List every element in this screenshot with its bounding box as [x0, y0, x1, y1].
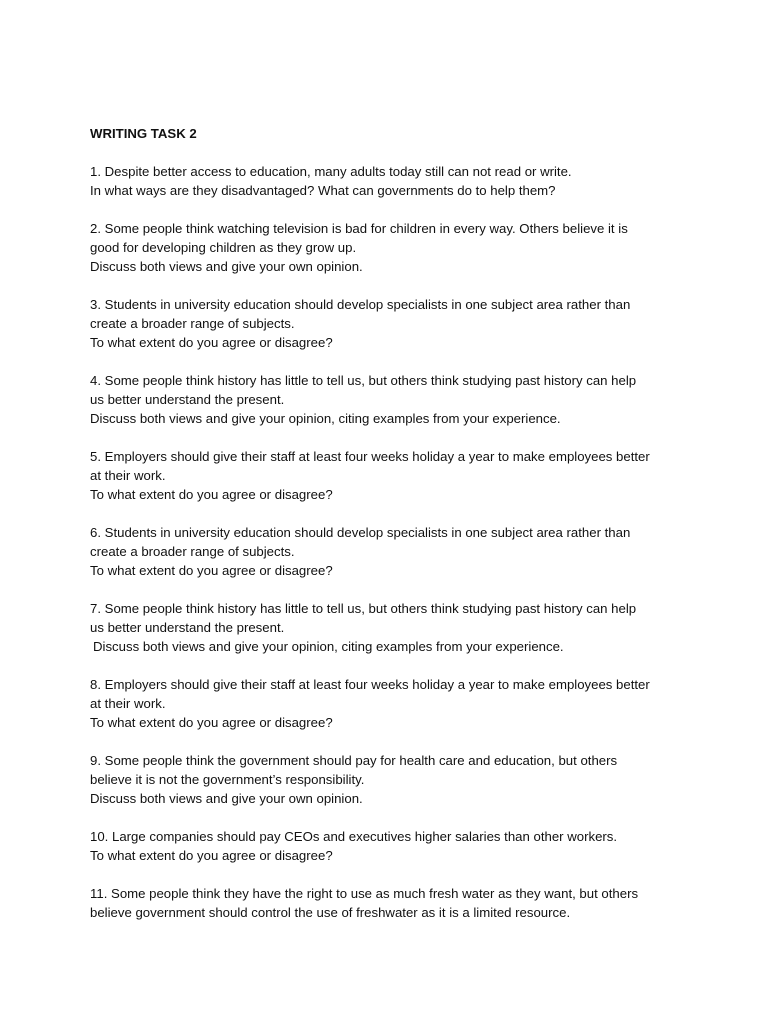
task-line: To what extent do you agree or disagree? — [90, 487, 333, 502]
task-line: To what extent do you agree or disagree? — [90, 715, 333, 730]
task-line: believe it is not the government’s responsibility. — [90, 772, 365, 787]
writing-task-5 — [90, 447, 690, 504]
document-body — [90, 124, 690, 941]
task-line: at their work. — [90, 696, 166, 711]
writing-task-2 — [90, 219, 690, 276]
writing-task-10 — [90, 827, 690, 865]
task-line: 11. Some people think they have the right to use as much fresh water as they want, but others — [90, 886, 639, 901]
task-line: 4. Some people think history has little to tell us, but others think studying past history can help — [90, 373, 637, 388]
task-line: To what extent do you agree or disagree? — [90, 335, 333, 350]
task-line: 10. Large companies should pay CEOs and executives higher salaries than other workers. — [90, 829, 618, 844]
task-line: 9. Some people think the government should pay for health care and education, but others — [90, 753, 618, 768]
task-line: Discuss both views and give your own opinion. — [90, 791, 363, 806]
task-line: believe government should control the use of freshwater as it is a limited resource. — [90, 905, 571, 920]
task-line: 2. Some people think watching television is bad for children in every way. Others believe it is — [90, 221, 628, 236]
task-line: create a broader range of subjects. — [90, 544, 295, 559]
writing-task-1 — [90, 162, 690, 200]
task-line: us better understand the present. — [90, 392, 285, 407]
writing-task-4 — [90, 371, 690, 428]
writing-task-8 — [90, 675, 690, 732]
task-line: good for developing children as they grow up. — [90, 240, 357, 255]
task-line: 3. Students in university education should develop specialists in one subject area rather than — [90, 297, 631, 312]
task-line: Discuss both views and give your opinion, citing examples from your experience. — [93, 639, 564, 654]
document-title: WRITING TASK 2 — [90, 126, 197, 141]
writing-task-7 — [90, 599, 690, 656]
task-line: create a broader range of subjects. — [90, 316, 295, 331]
writing-task-3 — [90, 295, 690, 352]
task-line: Discuss both views and give your own opinion. — [90, 259, 363, 274]
task-line: us better understand the present. — [90, 620, 285, 635]
task-line: 1. Despite better access to education, many adults today still can not read or write. — [90, 164, 572, 179]
writing-task-11 — [90, 884, 690, 922]
task-line: 5. Employers should give their staff at least four weeks holiday a year to make employees better — [90, 449, 650, 464]
task-line: 6. Students in university education should develop specialists in one subject area rather than — [90, 525, 631, 540]
task-line: To what extent do you agree or disagree? — [90, 563, 333, 578]
writing-task-6 — [90, 523, 690, 580]
task-line: at their work. — [90, 468, 166, 483]
task-line: 8. Employers should give their staff at least four weeks holiday a year to make employees better — [90, 677, 650, 692]
task-line: To what extent do you agree or disagree? — [90, 848, 333, 863]
task-line: In what ways are they disadvantaged? What can governments do to help them? — [90, 183, 556, 198]
writing-task-9 — [90, 751, 690, 808]
task-line: Discuss both views and give your opinion, citing examples from your experience. — [90, 411, 561, 426]
task-line: 7. Some people think history has little to tell us, but others think studying past history can help — [90, 601, 637, 616]
